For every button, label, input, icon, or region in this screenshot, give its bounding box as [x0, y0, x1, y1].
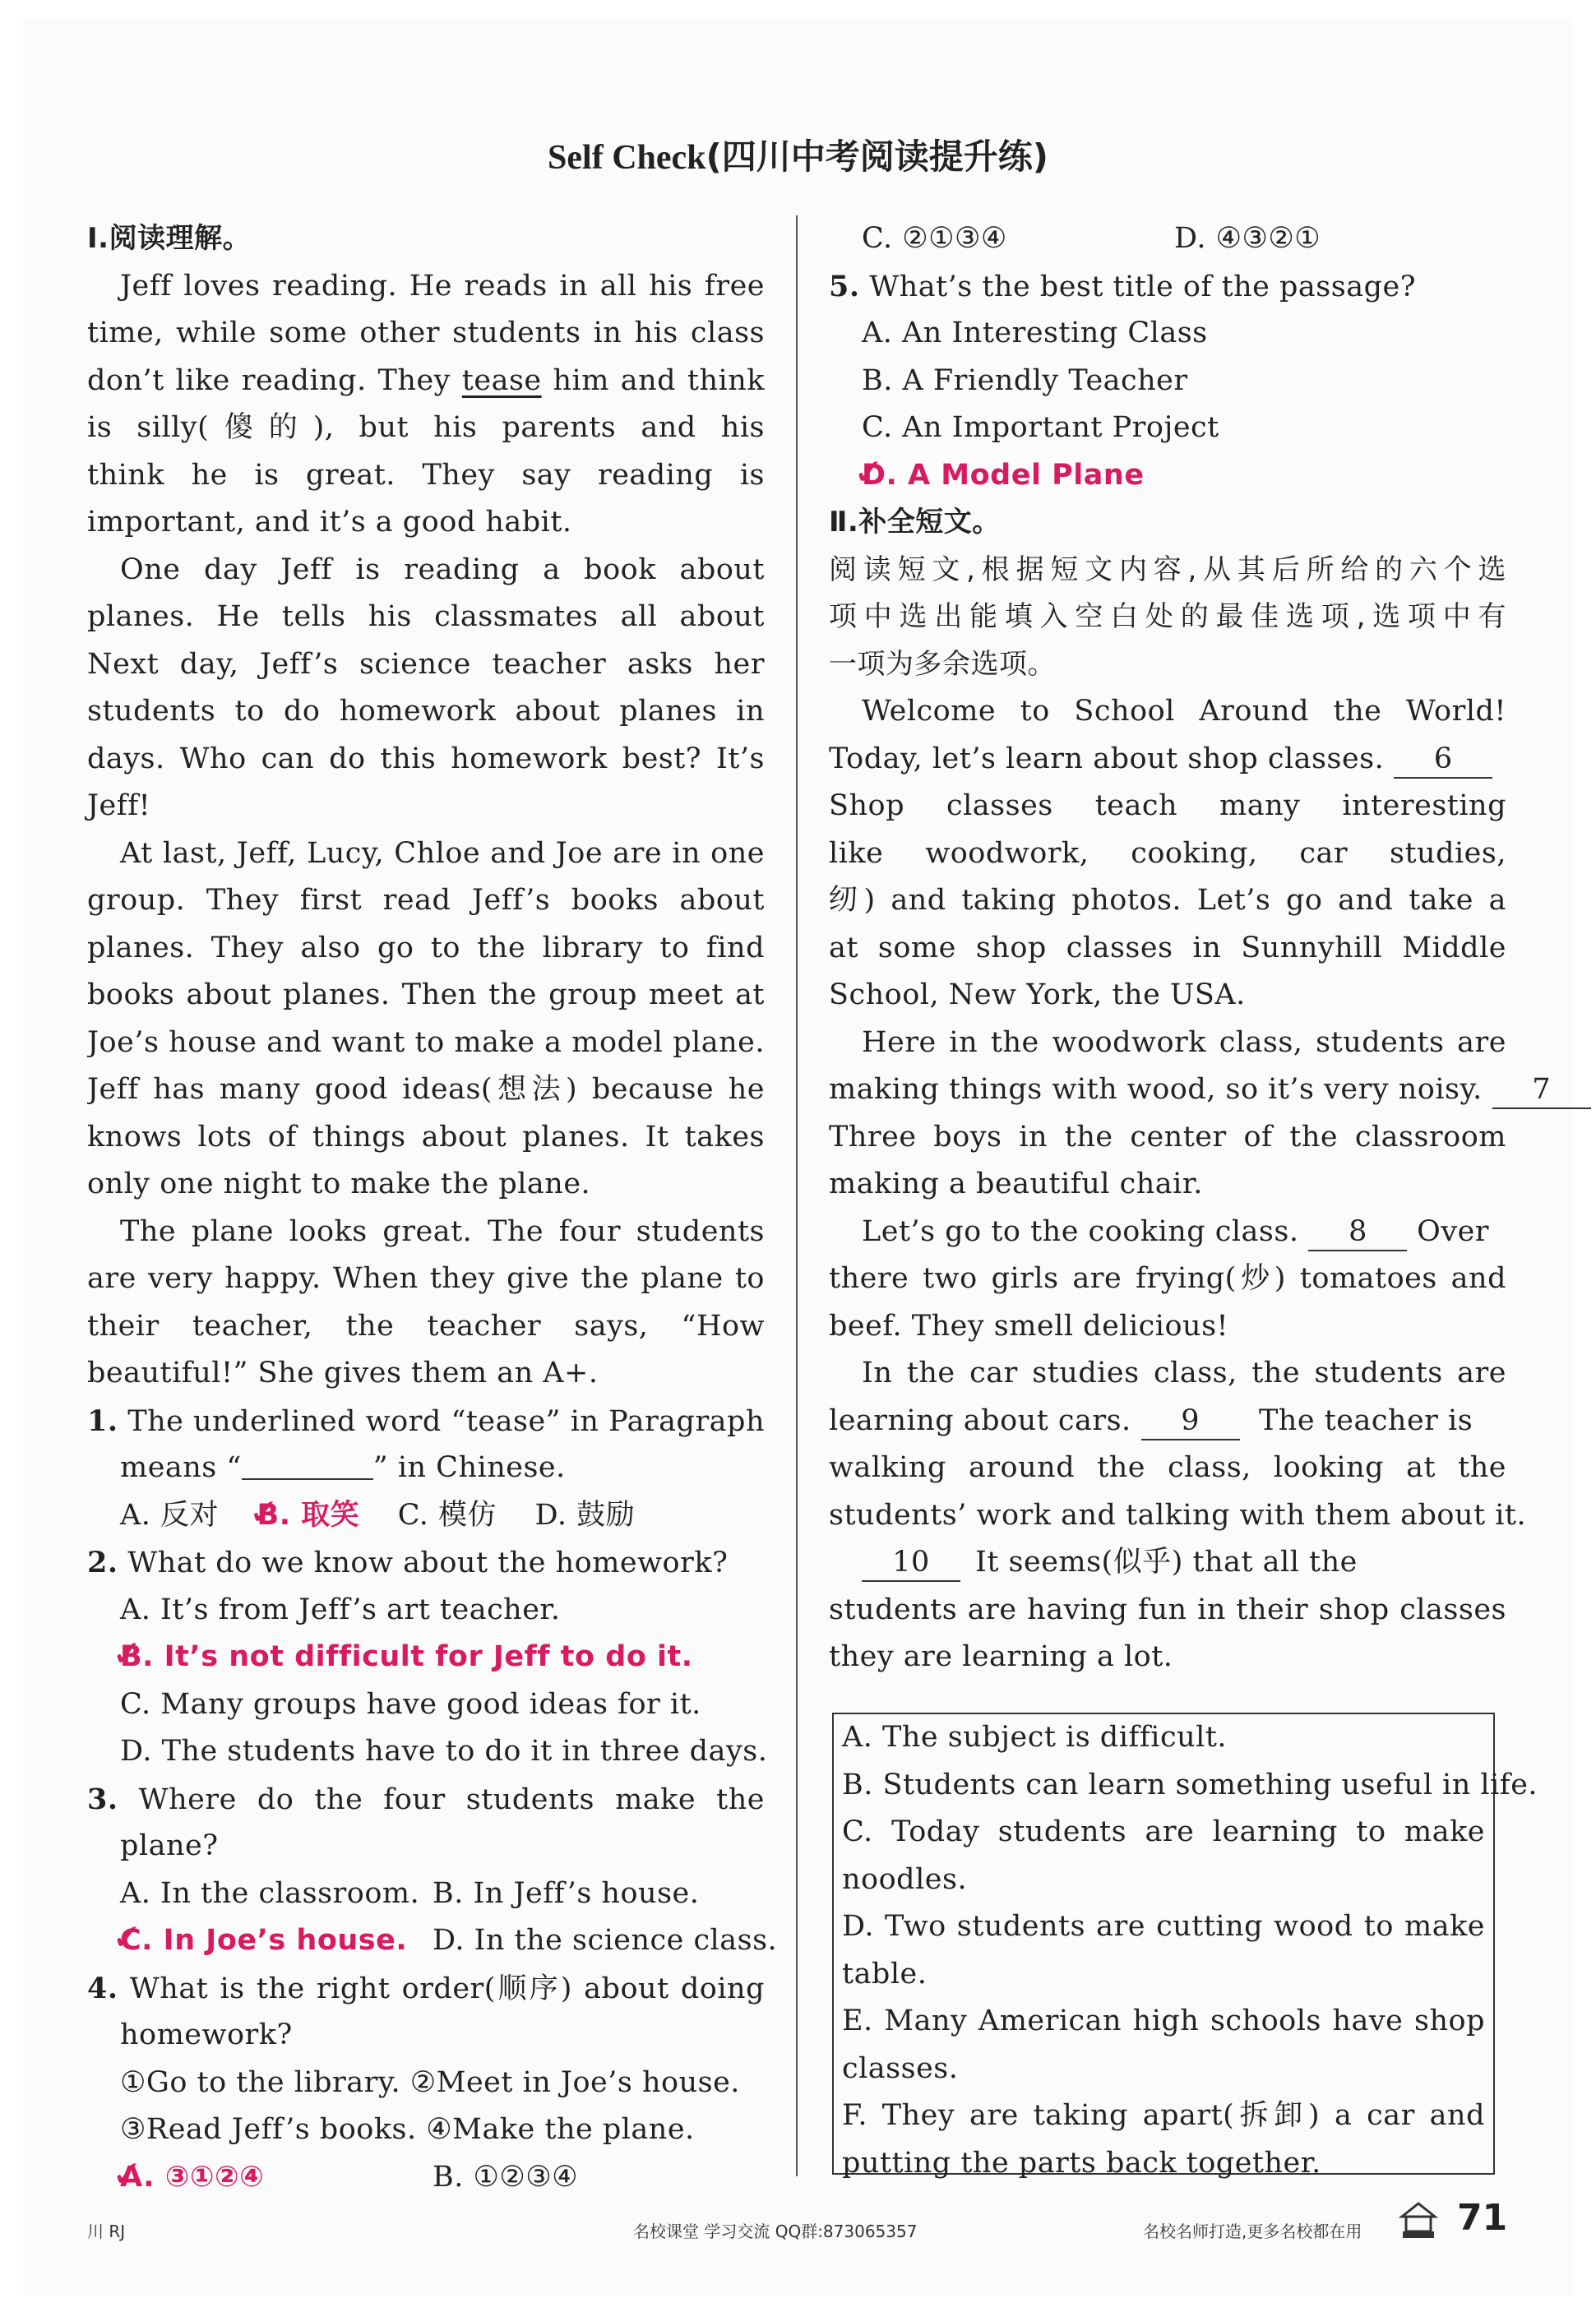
blank-9[interactable]: 9 [1141, 1403, 1240, 1440]
passage-line: students are having fun in their shop classes [829, 1593, 1506, 1626]
section-heading-reading: Ⅰ.阅读理解。 [87, 222, 252, 255]
option-c[interactable]: C. Many groups have good ideas for it. [120, 1687, 701, 1721]
passage-line: Next day, Jeff’s science teacher asks her [87, 647, 765, 681]
passage-line: Shop classes teach many interesting [829, 789, 1506, 822]
passage-line: planes. He tells his classmates all about [87, 600, 765, 633]
question-3-line2: plane? [120, 1829, 219, 1862]
question-4: 4. What is the right order(顺序) about doing [87, 1971, 765, 2005]
instruction-line: 项中选出能填入空白处的最佳选项,选项中有 [829, 600, 1506, 633]
footer-slogan: 名校名师打造,更多名校都在用 [1143, 2222, 1362, 2241]
passage-line: Three boys in the center of the classroom [829, 1120, 1506, 1154]
option-a[interactable]: A. In the classroom. [120, 1876, 420, 1910]
blank-7[interactable]: 7 [1492, 1071, 1591, 1109]
underlined-word: tease [461, 363, 542, 397]
option-b-checked[interactable]: ✓ B. It’s not difficult for Jeff to do it. [87, 1634, 765, 1681]
option-d[interactable]: D. ④③②① [1174, 222, 1321, 255]
passage-line: at some shop classes in Sunnyhill Middle [829, 931, 1506, 964]
option-d[interactable]: D. The students have to do it in three days. [120, 1735, 768, 1768]
option-c-text-cont: noodles. [842, 1862, 968, 1896]
passage-line-with-blank-6: Today, let’s learn about shop classes. 6 [829, 736, 1506, 784]
option-c[interactable]: C. 模仿 [397, 1498, 497, 1532]
question-4-line2: homework? [120, 2018, 293, 2051]
passage-line: only one night to make the plane. [87, 1168, 591, 1200]
passage-line-with-blank-10: 10 It seems(似乎) that all the [829, 1539, 1506, 1587]
passage-line: knows lots of things about planes. It takes [87, 1120, 765, 1154]
passage-line: School, New York, the USA. [829, 978, 1246, 1011]
passage-line: Jeff! [87, 789, 151, 822]
passage-line: In the car studies class, the students are [862, 1357, 1506, 1390]
passage-line: walking around the class, looking at the [829, 1451, 1506, 1484]
option-a-checked[interactable]: ✓ A. ③①②④ [120, 2154, 433, 2202]
option-d[interactable]: D. In the science class. [433, 1924, 778, 1957]
option-d[interactable]: D. 鼓励 [534, 1498, 636, 1532]
passage-line-with-blank-7: making things with wood, so it’s very noisy. 7 [829, 1066, 1506, 1114]
passage-line-with-blank-8: Let’s go to the cooking class. 8 Over [829, 1209, 1506, 1256]
passage-line: Jeff has many good ideas(想法) because he [87, 1073, 765, 1106]
brand-logo-icon [1398, 2199, 1439, 2241]
page-title [0, 130, 1596, 179]
passage-line: 纫) and taking photos. Let’s go and take a [829, 884, 1506, 917]
left-column [87, 215, 778, 2201]
passage-line: is silly(傻的), but his parents and his [87, 411, 765, 444]
passage-line: books about planes. Then the group meet at [87, 978, 765, 1011]
passage-line: their teacher, the teacher says, “How [87, 1309, 765, 1343]
passage-line: think he is great. They say reading is [87, 458, 765, 492]
passage-line: At last, Jeff, Lucy, Chloe and Joe are in one [120, 836, 765, 870]
title-chinese: (四川中考阅读提升练) [705, 136, 1048, 177]
instruction-line: 阅读短文,根据短文内容,从其后所给的六个选 [829, 553, 1506, 586]
passage-line: there two girls are frying(炒) tomatoes and [829, 1262, 1506, 1295]
option-e-text: E. Many American high schools have shop [842, 2005, 1485, 2037]
question-5: 5. What’s the best title of the passage? [829, 269, 1416, 303]
title-english: Self Check [548, 139, 706, 177]
option-f-text-cont: putting the parts back together. [842, 2146, 1321, 2180]
option-b[interactable]: B. ①②③④ [433, 2160, 578, 2194]
option-b[interactable]: B. A Friendly Teacher [862, 363, 1188, 397]
question-3-options-ab [87, 1870, 765, 1918]
passage-line: students to do homework about planes in [87, 695, 765, 728]
option-d-checked[interactable]: ✓ D. A Model Plane [829, 452, 1506, 500]
answer-blank[interactable] [242, 1447, 373, 1480]
option-d-text-cont: table. [842, 1957, 928, 1991]
passage-line: planes. They also go to the library to find [87, 931, 765, 964]
passage-line: beef. They smell delicious! [829, 1309, 1229, 1343]
passage-line: important, and it’s a good habit. [87, 506, 572, 539]
question-2: 2. What do we know about the homework? [87, 1546, 729, 1579]
passage-line: Joe’s house and want to make a model plane. [87, 1025, 765, 1059]
instruction-line: 一项为多余选项。 [829, 647, 1056, 681]
option-a[interactable]: A. 反对 [120, 1498, 220, 1532]
footer-qq-group: 名校课堂 学习交流 QQ群:873065357 [633, 2222, 918, 2241]
option-f-text: F. They are taking apart(拆卸) a car and [842, 2099, 1485, 2132]
passage-line: are very happy. When they give the plane to [87, 1262, 765, 1295]
question-3-options-cd [87, 1917, 778, 1965]
option-b[interactable]: B. In Jeff’s house. [433, 1876, 700, 1910]
option-c[interactable]: C. ②①③④ [862, 222, 1007, 255]
passage-line: Welcome to School Around the World! [862, 695, 1506, 728]
passage-line: making a beautiful chair. [829, 1168, 1203, 1200]
option-c-checked[interactable]: ✓ C. In Joe’s house. [120, 1917, 433, 1965]
question-1-options [87, 1492, 765, 1540]
passage-line: group. They first read Jeff’s books about [87, 884, 765, 917]
column-divider [796, 215, 798, 2176]
footer-edition: 川 RJ [87, 2222, 126, 2241]
question-1: 1. The underlined word “tease” in Paragraph [87, 1403, 765, 1438]
option-a[interactable]: A. It’s from Jeff’s art teacher. [120, 1593, 561, 1626]
question-4-steps-2: ③Read Jeff’s books. ④Make the plane. [120, 2113, 695, 2146]
passage-line: like woodwork, cooking, car studies, [829, 836, 1506, 870]
question-4-options-cd [829, 215, 1506, 263]
option-e-text-cont: classes. [842, 2051, 959, 2085]
option-b-checked[interactable]: ✓ B. 取笑 [257, 1499, 360, 1532]
passage-line: days. Who can do this homework best? It’s [87, 742, 765, 775]
blank-8[interactable]: 8 [1308, 1214, 1407, 1251]
option-a-text: A. The subject is difficult. [842, 1721, 1228, 1754]
right-column [829, 215, 1552, 1681]
option-a[interactable]: A. An Interesting Class [862, 317, 1208, 349]
option-c[interactable]: C. An Important Project [862, 411, 1219, 444]
question-1-line2: means “ ” in Chinese. [87, 1445, 765, 1492]
passage-line: don’t like reading. They tease him and think [87, 363, 765, 397]
question-4-steps-1: ①Go to the library. ②Meet in Joe’s house. [120, 2065, 740, 2099]
question-4-options-ab [87, 2154, 765, 2202]
section-heading-cloze: Ⅱ.补全短文。 [829, 506, 1001, 539]
option-b-text: B. Students can learn something useful in life. [842, 1768, 1538, 1801]
option-c-text: C. Today students are learning to make [842, 1815, 1485, 1848]
question-3: 3. Where do the four students make the [87, 1782, 765, 1816]
blank-6[interactable]: 6 [1394, 741, 1492, 779]
options-box [832, 1713, 1538, 2180]
passage-line-with-blank-9: learning about cars. 9 The teacher is [829, 1398, 1506, 1445]
passage-line: beautiful!” She gives them an A+. [87, 1357, 599, 1390]
page-number: 71 [1457, 2197, 1508, 2239]
passage-line: Here in the woodwork class, students are [862, 1025, 1506, 1059]
passage-line: time, while some other students in his class [87, 317, 765, 349]
passage-line: One day Jeff is reading a book about [120, 553, 765, 586]
passage-line: they are learning a lot. [829, 1640, 1173, 1673]
passage-line: Jeff loves reading. He reads in all his free [120, 269, 765, 303]
passage-line: The plane looks great. The four students [120, 1214, 765, 1248]
blank-10[interactable]: 10 [862, 1544, 960, 1582]
passage-line: students’ work and talking with them about it. [829, 1498, 1527, 1532]
option-d-text: D. Two students are cutting wood to make [842, 1910, 1485, 1943]
